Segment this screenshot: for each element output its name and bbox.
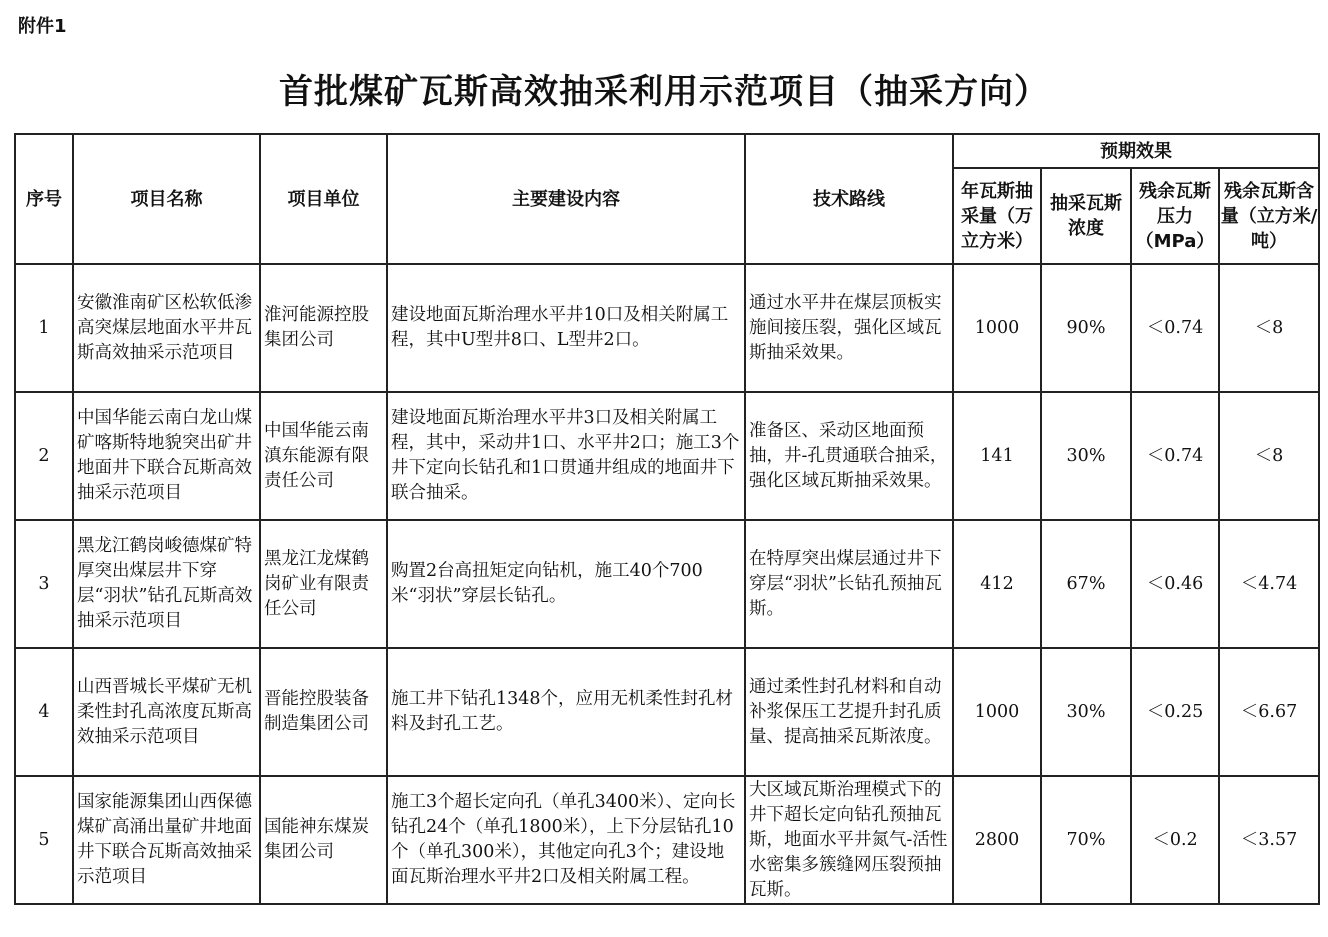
cell-project-name: 中国华能云南白龙山煤矿喀斯特地貌突出矿井地面井下联合瓦斯高效抽采示范项目	[73, 392, 260, 520]
cell-tech-route: 通过水平井在煤层顶板实施间接压裂，强化区域瓦斯抽采效果。	[745, 264, 953, 392]
cell-annual-volume: 1000	[953, 648, 1041, 776]
cell-project-unit: 黑龙江龙煤鹤岗矿业有限责任公司	[260, 520, 387, 648]
cell-residual-content: ＜8	[1219, 392, 1319, 520]
header-construction: 主要建设内容	[387, 134, 745, 264]
table-row	[15, 776, 1319, 904]
cell-construction: 施工3个超长定向孔（单孔3400米）、定向长钻孔24个（单孔1800米），上下分层钻孔10个（单孔300米），其他定向孔3个；建设地面瓦斯治理水平井2口及相关附属工程。	[387, 776, 745, 904]
cell-project-unit: 晋能控股装备制造集团公司	[260, 648, 387, 776]
cell-construction: 施工井下钻孔1348个，应用无机柔性封孔材料及封孔工艺。	[387, 648, 745, 776]
cell-project-name: 黑龙江鹤岗峻德煤矿特厚突出煤层井下穿层“羽状”钻孔瓦斯高效抽采示范项目	[73, 520, 260, 648]
cell-concentration: 90%	[1041, 264, 1131, 392]
header-residual-pressure: 残余瓦斯压力（MPa）	[1131, 168, 1219, 264]
header-index: 序号	[15, 134, 73, 264]
table-row	[15, 520, 1319, 648]
cell-construction: 购置2台高扭矩定向钻机，施工40个700米“羽状”穿层长钻孔。	[387, 520, 745, 648]
table-row	[15, 264, 1319, 392]
cell-tech-route: 在特厚突出煤层通过井下穿层“羽状”长钻孔预抽瓦斯。	[745, 520, 953, 648]
header-residual-content: 残余瓦斯含量（立方米/吨）	[1219, 168, 1319, 264]
cell-residual-pressure: ＜0.2	[1131, 776, 1219, 904]
cell-construction: 建设地面瓦斯治理水平井10口及相关附属工程，其中U型井8口、L型井2口。	[387, 264, 745, 392]
header-project-unit: 项目单位	[260, 134, 387, 264]
cell-project-name: 安徽淮南矿区松软低渗高突煤层地面水平井瓦斯高效抽采示范项目	[73, 264, 260, 392]
cell-project-unit: 淮河能源控股集团公司	[260, 264, 387, 392]
header-concentration: 抽采瓦斯浓度	[1041, 168, 1131, 264]
cell-project-unit: 国能神东煤炭集团公司	[260, 776, 387, 904]
cell-residual-content: ＜4.74	[1219, 520, 1319, 648]
cell-annual-volume: 141	[953, 392, 1041, 520]
cell-index: 2	[15, 392, 73, 520]
cell-index: 3	[15, 520, 73, 648]
cell-annual-volume: 2800	[953, 776, 1041, 904]
cell-project-name: 国家能源集团山西保德煤矿高涌出量矿井地面井下联合瓦斯高效抽采示范项目	[73, 776, 260, 904]
header-tech-route: 技术路线	[745, 134, 953, 264]
cell-annual-volume: 1000	[953, 264, 1041, 392]
cell-residual-content: ＜3.57	[1219, 776, 1319, 904]
cell-concentration: 30%	[1041, 392, 1131, 520]
cell-construction: 建设地面瓦斯治理水平井3口及相关附属工程，其中，采动井1口、水平井2口；施工3个井下定向长钻孔和1口贯通井组成的地面井下联合抽采。	[387, 392, 745, 520]
cell-index: 5	[15, 776, 73, 904]
cell-project-unit: 中国华能云南滇东能源有限责任公司	[260, 392, 387, 520]
cell-residual-content: ＜6.67	[1219, 648, 1319, 776]
cell-project-name: 山西晋城长平煤矿无机柔性封孔高浓度瓦斯高效抽采示范项目	[73, 648, 260, 776]
cell-tech-route: 准备区、采动区地面预抽，井-孔贯通联合抽采，强化区域瓦斯抽采效果。	[745, 392, 953, 520]
cell-index: 1	[15, 264, 73, 392]
cell-index: 4	[15, 648, 73, 776]
attachment-label: 附件1	[18, 16, 67, 37]
table-row	[15, 648, 1319, 776]
cell-tech-route: 大区域瓦斯治理模式下的井下超长定向钻孔预抽瓦斯，地面水平井氮气-活性水密集多簇缝网压裂预抽瓦斯。	[745, 776, 953, 904]
header-project-name: 项目名称	[73, 134, 260, 264]
cell-residual-content: ＜8	[1219, 264, 1319, 392]
header-annual-volume: 年瓦斯抽采量（万立方米）	[953, 168, 1041, 264]
cell-residual-pressure: ＜0.74	[1131, 392, 1219, 520]
cell-concentration: 67%	[1041, 520, 1131, 648]
page-title: 首批煤矿瓦斯高效抽采利用示范项目（抽采方向）	[279, 72, 1049, 112]
cell-concentration: 70%	[1041, 776, 1131, 904]
cell-residual-pressure: ＜0.74	[1131, 264, 1219, 392]
cell-concentration: 30%	[1041, 648, 1131, 776]
projects-table	[14, 133, 1320, 905]
cell-residual-pressure: ＜0.25	[1131, 648, 1219, 776]
table-row	[15, 392, 1319, 520]
header-expected-effects: 预期效果	[953, 134, 1319, 168]
cell-annual-volume: 412	[953, 520, 1041, 648]
cell-residual-pressure: ＜0.46	[1131, 520, 1219, 648]
cell-tech-route: 通过柔性封孔材料和自动补浆保压工艺提升封孔质量、提高抽采瓦斯浓度。	[745, 648, 953, 776]
